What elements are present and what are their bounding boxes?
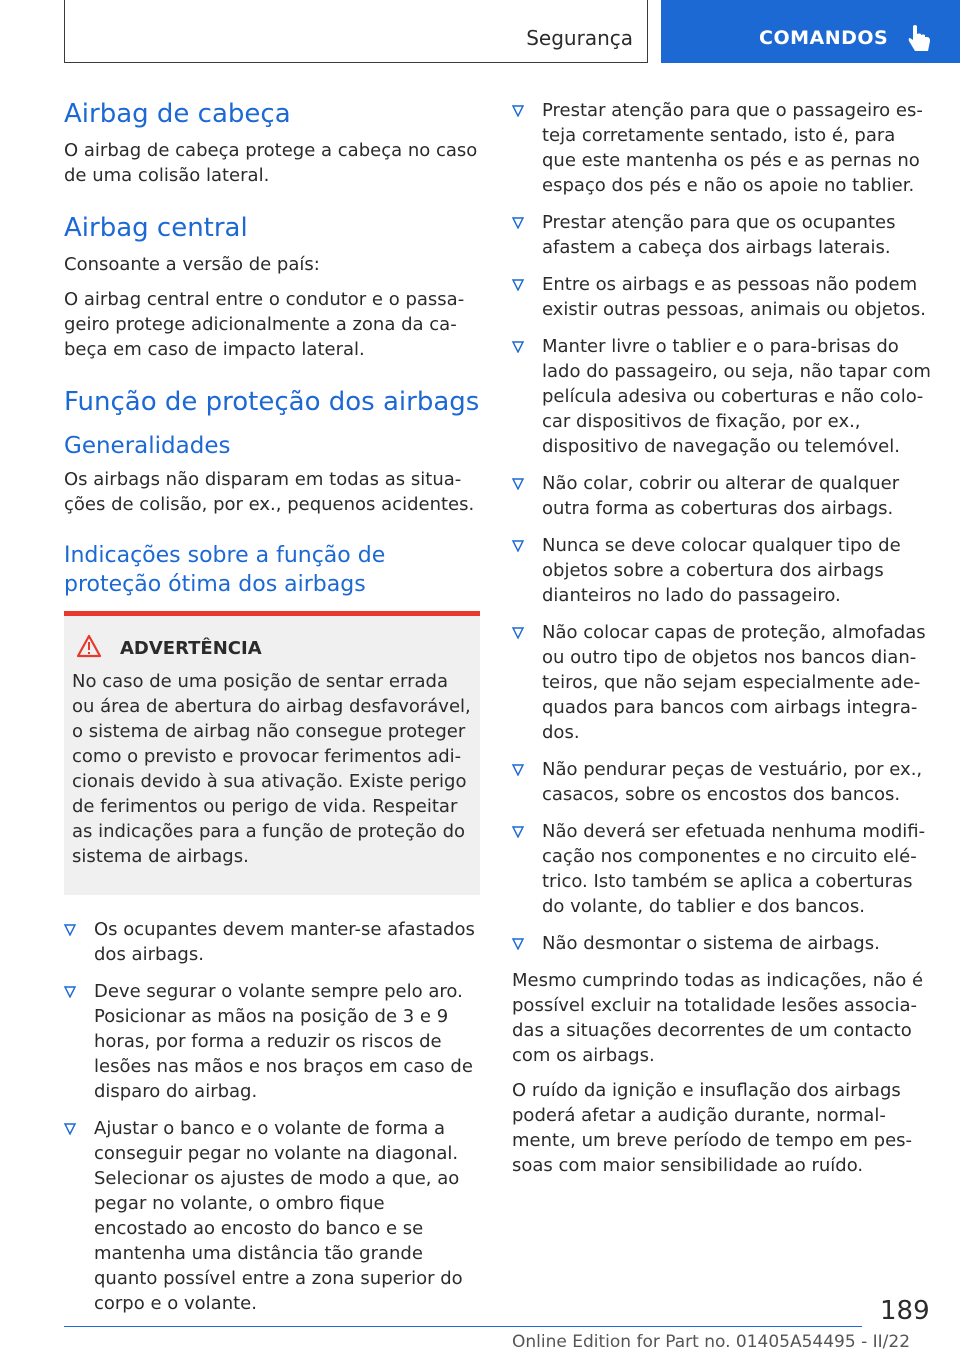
- paragraph-noise: O ruído da ignição e insuflação dos airbags poderá afetar a audição durante, normalmente, um breve período de tempo em pessoas com maior sensibilidade ao ruído.: [512, 1080, 913, 1176]
- right-column: [512, 98, 932, 1188]
- heading-central-airbag: Airbag central: [64, 213, 248, 243]
- paragraph-central-airbag: O airbag central entre o condutor e o passageiro protege adicionalmente a zona da cabeça em caso de impacto lateral.: [64, 289, 465, 360]
- paragraph-residual-risk: Mesmo cumprindo todas as indicações, não é possível excluir na totalidade lesões associadas a situações decorrentes de um contacto com os airbags.: [512, 970, 924, 1066]
- footer-edition: Online Edition for Part no. 01405A54495 - II/22: [512, 1332, 911, 1352]
- page-number: 189: [880, 1296, 930, 1326]
- header-chapter-title: COMANDOS: [759, 27, 889, 49]
- triangle-bullet-icon: [512, 540, 524, 552]
- list-item: Prestar atenção para que os ocupantes afastem a cabeça dos airbags laterais.: [512, 210, 932, 260]
- left-column: [64, 98, 480, 1328]
- warning-box: [64, 611, 480, 895]
- list-item: Não desmontar o sistema de airbags.: [512, 931, 932, 956]
- list-item: Prestar atenção para que o passageiro esteja corretamente sentado, isto é, para que este mantenha os pés e as pernas no espaço dos pés e não os apoie no tablier.: [512, 98, 932, 198]
- list-item: Deve segurar o volante sempre pelo aro. Posicionar as mãos na posição de 3 e 9 horas, por forma a reduzir os riscos de lesões nas mãos e nos braços em caso de disparo do airbag.: [64, 979, 480, 1104]
- list-item: Nunca se deve colocar qualquer tipo de objetos sobre a cobertura dos airbags dianteiros no lado do passageiro.: [512, 533, 932, 608]
- triangle-bullet-icon: [512, 105, 524, 117]
- warning-title: ADVERTÊNCIA: [120, 638, 262, 659]
- header-chapter-tab[interactable]: [661, 0, 960, 63]
- list-item: Ajustar o banco e o volante de forma a conseguir pegar no volante na diagonal. Selecionar os ajustes de modo a que, ao pegar no volante, o ombro fique encostado ao encosto do banco e se mantenha uma distância tão grande quanto possível entre a zona superior do corpo e o volante.: [64, 1116, 480, 1316]
- triangle-bullet-icon: [512, 478, 524, 490]
- triangle-bullet-icon: [512, 279, 524, 291]
- list-item: Manter livre o tablier e o para-brisas do lado do passageiro, ou seja, não tapar com película adesiva ou coberturas e não colocar dispositivos de fixação, por ex., dispositivo de navegação ou telemóvel.: [512, 334, 932, 459]
- left-bullet-list: [64, 917, 480, 1316]
- warning-text: No caso de uma posição de sentar errada ou área de abertura do airbag desfavorável, o sistema de airbag não consegue proteger como o previsto e provocar ferimentos adicionais devido à sua ativação. Existe perigo de ferimentos ou perigo de vida. Respeitar as indicações para a função de proteção do sistema de airbags.: [72, 671, 471, 867]
- footer-divider: [64, 1326, 862, 1327]
- header-section-title: Segurança: [526, 26, 633, 50]
- heading-indications: Indicações sobre a função de proteção ótima dos airbags: [64, 543, 386, 597]
- heading-protection-function: Função de proteção dos airbags: [64, 387, 480, 417]
- triangle-bullet-icon: [64, 986, 76, 998]
- triangle-bullet-icon: [512, 627, 524, 639]
- paragraph-general: Os airbags não disparam em todas as situações de colisão, por ex., pequenos acidentes.: [64, 469, 475, 515]
- pointing-hand-icon: [907, 24, 933, 54]
- warning-triangle-icon: [76, 634, 102, 658]
- list-item: Os ocupantes devem manter-se afastados dos airbags.: [64, 917, 480, 967]
- list-item: Não deverá ser efetuada nenhuma modificação nos componentes e no circuito elétrico. Isto também se aplica a coberturas do volante, do tablier e dos bancos.: [512, 819, 932, 919]
- triangle-bullet-icon: [64, 924, 76, 936]
- list-item: Não colocar capas de proteção, almofadas ou outro tipo de objetos nos bancos dianteiros, que não sejam especialmente adequados para bancos com airbags integrados.: [512, 620, 932, 745]
- heading-general: Generalidades: [64, 433, 231, 459]
- triangle-bullet-icon: [512, 764, 524, 776]
- triangle-bullet-icon: [512, 217, 524, 229]
- list-item: Não colar, cobrir ou alterar de qualquer outra forma as coberturas dos airbags.: [512, 471, 932, 521]
- triangle-bullet-icon: [512, 938, 524, 950]
- paragraph-head-airbag: O airbag de cabeça protege a cabeça no caso de uma colisão lateral.: [64, 140, 478, 186]
- list-item: Entre os airbags e as pessoas não podem existir outras pessoas, animais ou objetos.: [512, 272, 932, 322]
- list-item: Não pendurar peças de vestuário, por ex., casacos, sobre os encostos dos bancos.: [512, 757, 932, 807]
- heading-head-airbag: Airbag de cabeça: [64, 99, 291, 129]
- triangle-bullet-icon: [512, 341, 524, 353]
- right-bullet-list: [512, 98, 932, 956]
- triangle-bullet-icon: [512, 826, 524, 838]
- paragraph-central-version: Consoante a versão de país:: [64, 254, 320, 275]
- triangle-bullet-icon: [64, 1123, 76, 1135]
- header-section-box: [64, 0, 648, 63]
